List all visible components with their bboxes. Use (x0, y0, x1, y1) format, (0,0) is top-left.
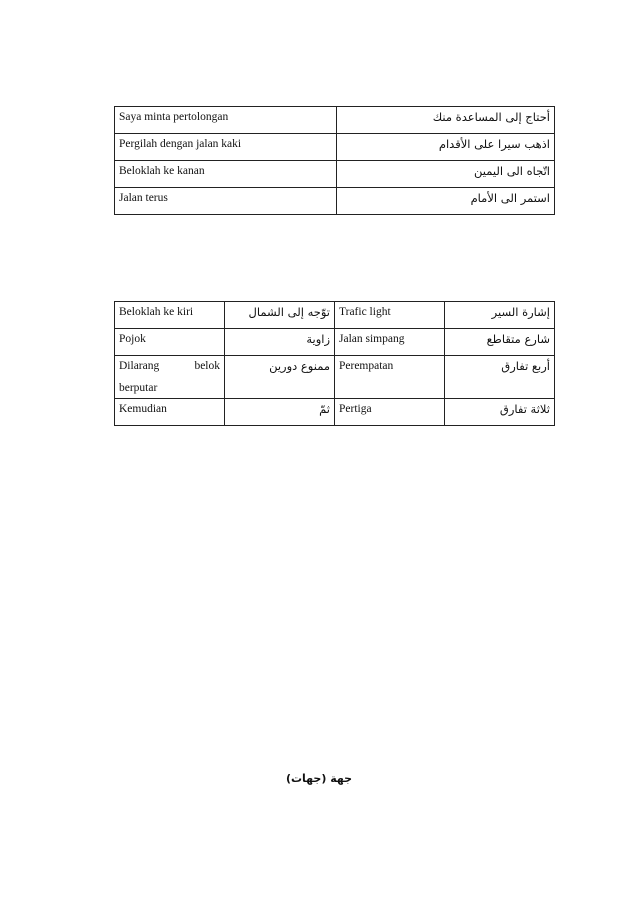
indonesian-cell: Pertiga (335, 399, 445, 426)
vocabulary-table (114, 301, 555, 426)
arabic-cell: ثلاثة تفارق (445, 399, 555, 426)
arabic-cell: ممنوع دورين (225, 356, 335, 399)
indonesian-cell (115, 356, 225, 399)
indonesian-cell: Saya minta pertolongan (115, 107, 337, 134)
table-row (115, 134, 555, 161)
arabic-cell: زاوية (225, 329, 335, 356)
arabic-cell: استمر الى الأمام (337, 188, 555, 215)
arabic-cell: ثمّ (225, 399, 335, 426)
table-row (115, 329, 555, 356)
indonesian-cell: Jalan simpang (335, 329, 445, 356)
arabic-cell: إشارة السير (445, 302, 555, 329)
arabic-cell: توّجه إلى الشمال (225, 302, 335, 329)
indonesian-cell: Kemudian (115, 399, 225, 426)
indonesian-cell: Trafic light (335, 302, 445, 329)
table-row (115, 107, 555, 134)
indonesian-cell: Perempatan (335, 356, 445, 399)
indonesian-line (119, 359, 220, 373)
indonesian-cell: Jalan terus (115, 188, 337, 215)
table-row (115, 302, 555, 329)
table-row (115, 356, 555, 399)
arabic-cell: شارع متقاطع (445, 329, 555, 356)
phrase-table (114, 106, 555, 215)
indonesian-cell: Pojok (115, 329, 225, 356)
indonesian-cell: Beloklah ke kanan (115, 161, 337, 188)
indonesian-cell: Pergilah dengan jalan kaki (115, 134, 337, 161)
table-row (115, 188, 555, 215)
arabic-cell: اذهب سيرا على الأقدام (337, 134, 555, 161)
footer-heading: جهة (جهات) (285, 772, 353, 785)
arabic-cell: اتّجاه الى اليمين (337, 161, 555, 188)
table-row (115, 399, 555, 426)
table-row (115, 161, 555, 188)
arabic-cell: أحتاج إلى المساعدة منك (337, 107, 555, 134)
word: belok (194, 360, 220, 372)
word: Dilarang (119, 360, 160, 372)
word: berputar (119, 382, 158, 394)
indonesian-cell: Beloklah ke kiri (115, 302, 225, 329)
arabic-cell: أربع تفارق (445, 356, 555, 399)
